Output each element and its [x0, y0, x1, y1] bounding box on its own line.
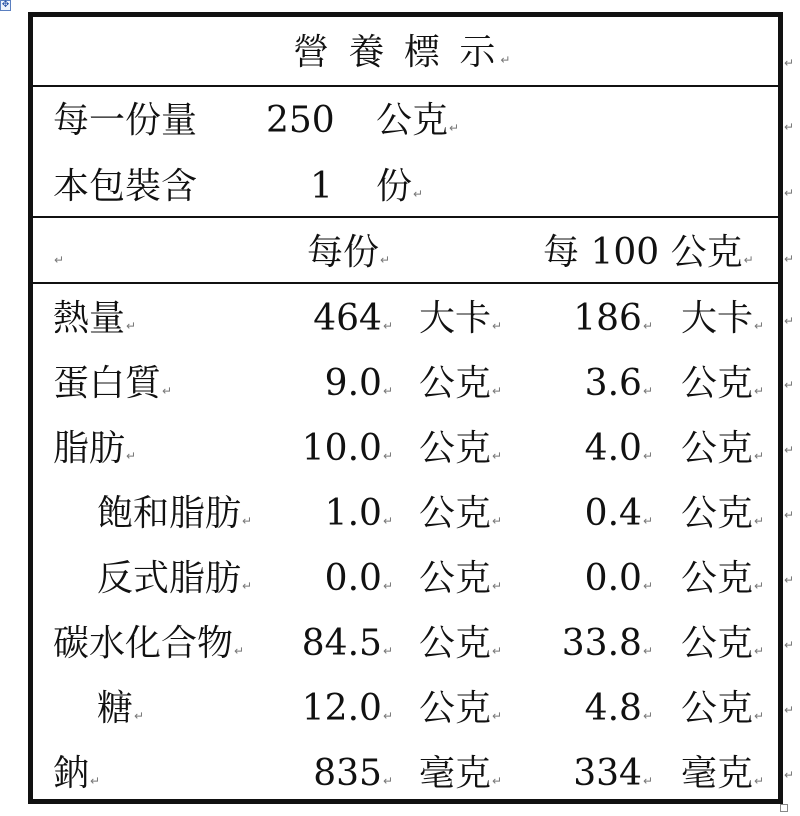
paragraph-mark: ↵ — [492, 774, 503, 788]
nutrient-per-serving-value: 84.5↵ — [301, 623, 393, 664]
nutrient-per-100g-value: 33.8↵ — [561, 623, 653, 664]
serving-size-value: 250 — [266, 100, 335, 141]
paragraph-mark: ↵ — [492, 319, 503, 333]
paragraph-mark: ↵ — [382, 709, 393, 723]
nutrient-per-serving-unit: 公克↵ — [419, 493, 503, 534]
end-of-row-mark: ↵ — [784, 314, 795, 328]
nutrient-per-100g-value: 0.4↵ — [584, 493, 653, 534]
nutrient-name: 熱量↵ — [53, 298, 137, 339]
nutrient-per-serving-value: 10.0↵ — [301, 428, 393, 469]
paragraph-mark: ↵ — [642, 774, 653, 788]
nutrition-label-table — [28, 12, 783, 804]
nutrient-per-100g-value: 334↵ — [573, 753, 653, 794]
servings-per-package-value: 1 — [310, 166, 333, 207]
nutrient-per-serving-value: 835↵ — [313, 753, 393, 794]
nutrient-name: 蛋白質↵ — [53, 363, 173, 404]
paragraph-mark: ↵ — [642, 709, 653, 723]
paragraph-mark: ↵ — [492, 514, 503, 528]
paragraph-mark: ↵ — [754, 709, 765, 723]
nutrient-per-100g-value: 3.6↵ — [584, 363, 653, 404]
paragraph-mark: ↵ — [754, 384, 765, 398]
rule-under-headers — [33, 282, 778, 284]
paragraph-mark: ↵ — [642, 514, 653, 528]
nutrient-per-100g-value: 186↵ — [573, 298, 653, 339]
end-of-row-mark: ↵ — [784, 443, 795, 457]
paragraph-mark: ↵ — [382, 319, 393, 333]
nutrient-per-100g-value: 4.0↵ — [584, 428, 653, 469]
end-of-row-mark: ↵ — [784, 638, 795, 652]
end-of-row-mark: ↵ — [784, 252, 795, 266]
end-of-row-mark: ↵ — [784, 186, 795, 200]
column-header-per-serving: 每份↵ — [307, 232, 391, 273]
paragraph-mark: ↵ — [754, 449, 765, 463]
label-title: 營 養 標 示↵ — [293, 32, 515, 73]
nutrient-per-100g-unit: 公克↵ — [681, 428, 765, 469]
nutrient-name: 碳水化合物↵ — [53, 623, 245, 664]
paragraph-mark: ↵ — [382, 774, 393, 788]
nutrient-per-serving-unit: 公克↵ — [419, 558, 503, 599]
paragraph-mark: ↵ — [492, 644, 503, 658]
paragraph-mark: ↵ — [382, 449, 393, 463]
nutrient-per-serving-value: 0.0↵ — [324, 558, 393, 599]
nutrient-per-100g-unit: 公克↵ — [681, 558, 765, 599]
nutrient-per-serving-unit: 公克↵ — [419, 623, 503, 664]
nutrient-per-serving-value: 464↵ — [313, 298, 393, 339]
paragraph-mark: ↵ — [382, 514, 393, 528]
paragraph-mark: ↵ — [242, 579, 253, 593]
nutrient-name: 飽和脂肪↵ — [97, 493, 253, 534]
nutrient-per-100g-unit: 毫克↵ — [681, 753, 765, 794]
nutrient-per-100g-unit: 公克↵ — [681, 623, 765, 664]
paragraph-mark: ↵ — [642, 644, 653, 658]
nutrient-per-serving-unit: 大卡↵ — [419, 298, 503, 339]
nutrient-name: 糖↵ — [97, 688, 145, 729]
paragraph-mark: ↵ — [382, 644, 393, 658]
paragraph-mark: ↵ — [54, 253, 65, 267]
nutrient-name: 鈉↵ — [53, 753, 101, 794]
serving-size-label: 每一份量 — [53, 100, 198, 141]
paragraph-mark: ↵ — [492, 449, 503, 463]
end-of-row-mark: ↵ — [784, 768, 795, 782]
paragraph-mark: ↵ — [754, 514, 765, 528]
nutrient-per-serving-unit: 公克↵ — [419, 428, 503, 469]
nutrient-per-serving-unit: 公克↵ — [419, 688, 503, 729]
end-of-row-mark: ↵ — [784, 378, 795, 392]
nutrient-per-100g-value: 4.8↵ — [584, 688, 653, 729]
paragraph-mark: ↵ — [242, 514, 253, 528]
paragraph-mark: ↵ — [134, 709, 145, 723]
nutrient-name: 反式脂肪↵ — [97, 558, 253, 599]
paragraph-mark: ↵ — [380, 253, 391, 267]
nutrient-per-serving-value: 1.0↵ — [324, 493, 393, 534]
nutrient-per-serving-value: 9.0↵ — [324, 363, 393, 404]
paragraph-mark: ↵ — [642, 384, 653, 398]
rule-under-serving — [33, 216, 778, 218]
paragraph-mark: ↵ — [492, 709, 503, 723]
serving-size-unit: 公克↵ — [376, 100, 460, 141]
paragraph-mark: ↵ — [126, 319, 137, 333]
paragraph-mark: ↵ — [382, 384, 393, 398]
nutrient-per-serving-unit: 公克↵ — [419, 363, 503, 404]
servings-per-package-label: 本包裝含 — [53, 166, 198, 207]
paragraph-mark: ↵ — [449, 121, 460, 135]
paragraph-mark: ↵ — [754, 579, 765, 593]
paragraph-mark: ↵ — [162, 384, 173, 398]
paragraph-mark: ↵ — [492, 384, 503, 398]
paragraph-mark: ↵ — [126, 449, 137, 463]
paragraph-mark: ↵ — [754, 644, 765, 658]
paragraph-mark: ↵ — [90, 774, 101, 788]
nutrient-per-serving-value: 12.0↵ — [301, 688, 393, 729]
paragraph-mark: ↵ — [642, 449, 653, 463]
servings-per-package-unit: 份↵ — [376, 166, 424, 207]
column-header-per-100g: 每 100 公克↵ — [543, 232, 754, 273]
end-of-row-mark: ↵ — [784, 56, 795, 70]
paragraph-mark: ↵ — [754, 319, 765, 333]
nutrient-per-serving-unit: 毫克↵ — [419, 753, 503, 794]
paragraph-mark: ↵ — [642, 579, 653, 593]
rule-under-title — [33, 85, 778, 87]
paragraph-mark: ↵ — [743, 253, 754, 267]
paragraph-mark: ↵ — [413, 187, 424, 201]
nutrient-per-100g-unit: 大卡↵ — [681, 298, 765, 339]
nutrient-per-100g-unit: 公克↵ — [681, 493, 765, 534]
paragraph-mark: ↵ — [492, 579, 503, 593]
nutrient-per-100g-unit: 公克↵ — [681, 363, 765, 404]
end-of-row-mark: ↵ — [784, 508, 795, 522]
end-of-row-mark: ↵ — [784, 703, 795, 717]
header-empty-cell — [53, 233, 64, 280]
paragraph-mark: ↵ — [754, 774, 765, 788]
nutrient-name: 脂肪↵ — [53, 428, 137, 469]
paragraph-mark: ↵ — [642, 319, 653, 333]
table-move-handle-icon[interactable]: ✥ — [1, 0, 10, 10]
nutrient-per-100g-value: 0.0↵ — [584, 558, 653, 599]
paragraph-mark: ↵ — [500, 53, 515, 67]
table-resize-handle[interactable] — [780, 804, 788, 812]
paragraph-mark: ↵ — [234, 644, 245, 658]
end-of-row-mark: ↵ — [784, 573, 795, 587]
end-of-row-mark: ↵ — [784, 120, 795, 134]
nutrient-per-100g-unit: 公克↵ — [681, 688, 765, 729]
paragraph-mark: ↵ — [382, 579, 393, 593]
